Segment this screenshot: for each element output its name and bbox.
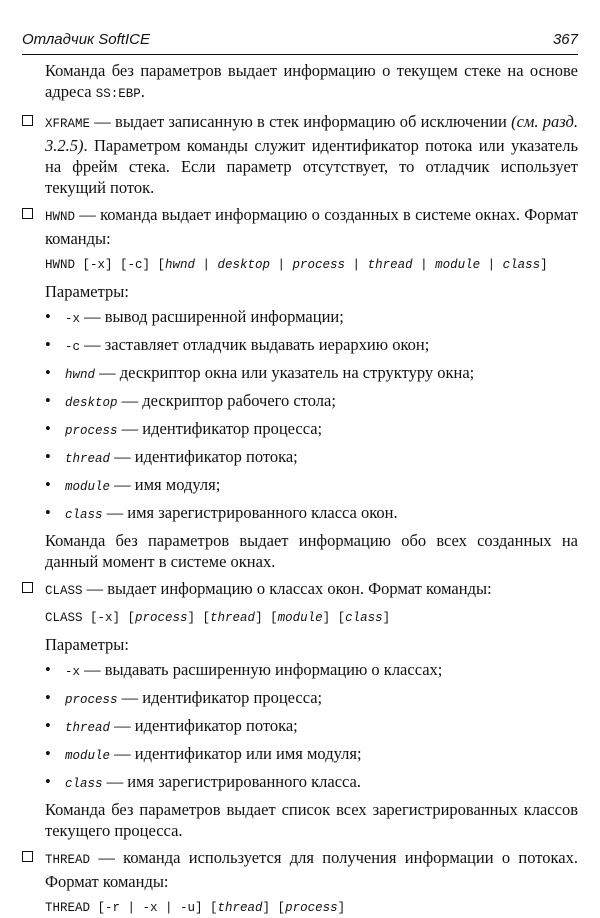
register-code: SS:EBP: [95, 87, 141, 101]
list-item: • thread — идентификатор потока;: [45, 447, 298, 466]
thread-item: [45, 847, 578, 892]
params-label: Параметры:: [45, 282, 129, 301]
class-item: [45, 578, 578, 602]
xframe-description: XFRAME — выдает записанную в стек информацию об исключении (см. разд. 3.2.5). Параметром команды служит идентификатор потока или указатель на фрейм стека. Если параметр отсутствует, то отладчик использует текущий поток.: [45, 112, 578, 197]
hwnd-summary: Команда без параметров выдает информацию обо всех созданных на данный момент в системе окнах.: [45, 531, 578, 571]
page-body: [0, 60, 600, 918]
class-syntax: CLASS [-x] [process] [thread] [module] [class]: [45, 611, 391, 625]
bullet-icon: •: [45, 772, 51, 791]
list-item: • hwnd — дескриптор окна или указатель на структуру окна;: [45, 363, 475, 382]
list-item: • -x — выдавать расширенную информацию о классах;: [45, 660, 443, 679]
bullet-icon: •: [45, 447, 51, 466]
list-item: • desktop — дескриптор рабочего стола;: [45, 391, 336, 410]
command-name: XFRAME: [45, 117, 91, 131]
checkbox-bullet-icon: [22, 582, 33, 593]
hwnd-description: HWND — команда выдает информацию о созданных в системе окнах. Формат команды:: [45, 205, 578, 248]
list-item: • class — имя зарегистрированного класса окон.: [45, 503, 398, 522]
running-header: [22, 28, 578, 55]
bullet-icon: •: [45, 688, 51, 707]
list-item: • process — идентификатор процесса;: [45, 419, 323, 438]
bullet-icon: •: [45, 475, 51, 494]
hwnd-syntax: HWND [-x] [-c] [hwnd | desktop | process | thread | module | class]: [45, 258, 548, 272]
hwnd-params-list: [0, 306, 600, 526]
bullet-icon: •: [45, 660, 51, 679]
bullet-icon: •: [45, 744, 51, 763]
intro-paragraph: Команда без параметров выдает информацию о текущем стеке на основе адреса SS:EBP.: [45, 61, 578, 101]
thread-description: THREAD — команда используется для получения информации о потоках. Формат команды:: [45, 848, 578, 891]
bullet-icon: •: [45, 363, 51, 382]
bullet-icon: •: [45, 391, 51, 410]
list-item: • thread — идентификатор потока;: [45, 716, 298, 735]
list-item: • -c — заставляет отладчик выдавать иерархию окон;: [45, 335, 430, 354]
bullet-icon: •: [45, 335, 51, 354]
class-params-list: [0, 659, 600, 795]
command-name: CLASS: [45, 584, 83, 598]
checkbox-bullet-icon: [22, 115, 33, 126]
list-item: • module — имя модуля;: [45, 475, 221, 494]
class-summary: Команда без параметров выдает список всех зарегистрированных классов текущего процесса.: [45, 800, 578, 840]
checkbox-bullet-icon: [22, 208, 33, 219]
bullet-icon: •: [45, 307, 51, 326]
list-item: • class — имя зарегистрированного класса.: [45, 772, 361, 791]
page-number: 367: [552, 31, 578, 48]
list-item: • module — идентификатор или имя модуля;: [45, 744, 362, 763]
thread-syntax: THREAD [-r | -x | -u] [thread] [process]: [45, 901, 346, 915]
section-reference: (см. разд. 3.2.5): [45, 112, 578, 155]
hwnd-item: [45, 204, 578, 249]
bullet-icon: •: [45, 419, 51, 438]
bullet-icon: •: [45, 503, 51, 522]
params-label: Параметры:: [45, 635, 129, 654]
checkbox-bullet-icon: [22, 851, 33, 862]
bullet-icon: •: [45, 716, 51, 735]
list-item: • process — идентификатор процесса;: [45, 688, 323, 707]
command-name: THREAD: [45, 853, 91, 867]
command-name: HWND: [45, 210, 76, 224]
xframe-item: [45, 111, 578, 198]
chapter-title: Отладчик SoftICE: [22, 31, 150, 48]
list-item: • -x — вывод расширенной информации;: [45, 307, 344, 326]
class-description: CLASS — выдает информацию о классах окон. Формат команды:: [45, 579, 492, 598]
